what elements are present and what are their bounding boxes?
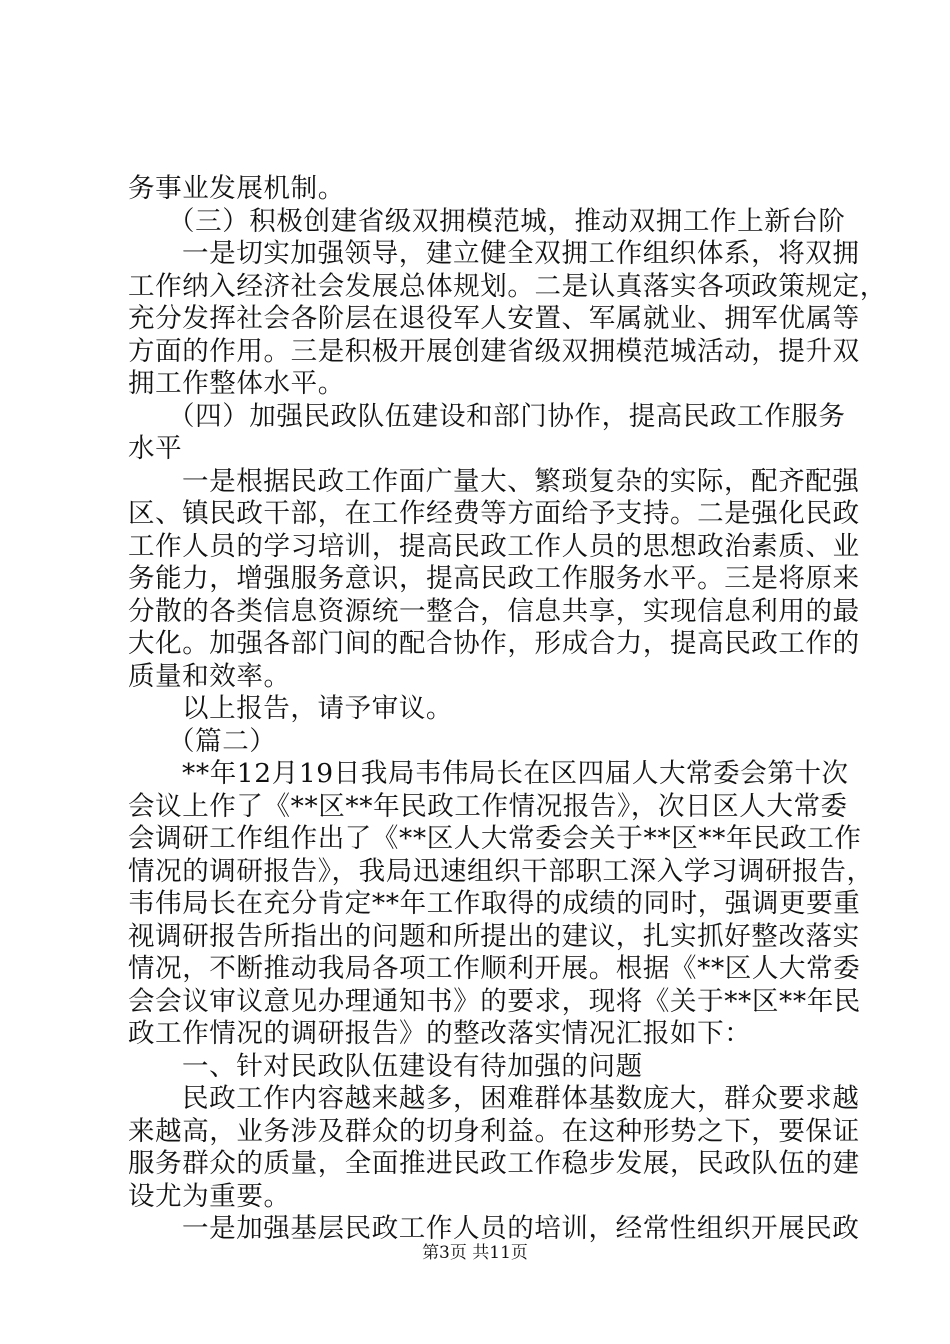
text-line: 充分发挥社会各阶层在退役军人安置、军属就业、拥军优属等 — [128, 303, 860, 334]
page-footer: 第3页 共11页 — [422, 1243, 528, 1263]
text-line: 来越高，业务涉及群众的切身利益。在这种形势之下，要保证 — [128, 1115, 860, 1147]
text-line: 视调研报告所指出的问题和所提出的建议，扎实抓好整改落实 — [128, 920, 860, 952]
text-line: （篇二） — [168, 725, 277, 757]
text-line: 民政工作内容越来越多，困难群体基数庞大，群众要求越 — [182, 1083, 860, 1114]
text-line: 政工作情况的调研报告》的整改落实情况汇报如下： — [128, 1018, 752, 1049]
text-line: 分散的各类信息资源统一整合，信息共享，实现信息利用的最 — [128, 595, 860, 627]
text-line: 方面的作用。三是积极开展创建省级双拥模范城活动，提升双 — [128, 335, 860, 367]
document-body — [128, 173, 887, 1246]
text-line: 会议上作了《**区**年民政工作情况报告》，次日区人大常委 — [128, 790, 848, 822]
text-line: 拥工作整体水平。 — [128, 368, 345, 399]
text-line: 区、镇民政干部，在工作经费等方面给予支持。二是强化民政 — [128, 498, 860, 529]
text-line: 工作纳入经济社会发展总体规划。二是认真落实各项政策规定， — [128, 270, 887, 302]
text-line: 情况的调研报告》，我局迅速组织干部职工深入学习调研报告， — [128, 855, 874, 887]
text-line: **年12月19日我局韦伟局长在区四届人大常委会第十次 — [182, 758, 849, 789]
text-line: （四）加强民政队伍建设和部门协作，提高民政工作服务 — [168, 400, 846, 432]
text-line: 一是根据民政工作面广量大、繁琐复杂的实际，配齐配强 — [182, 465, 860, 497]
text-line: 大化。加强各部门间的配合协作，形成合力，提高民政工作的 — [128, 628, 860, 659]
text-line: 以上报告，请予审议。 — [182, 693, 453, 724]
text-line: 一、针对民政队伍建设有待加强的问题 — [182, 1050, 643, 1082]
text-line: 会调研工作组作出了《**区人大常委会关于**区**年民政工作 — [128, 823, 862, 854]
text-line: 情况，不断推动我局各项工作顺利开展。根据《**区人大常委 — [128, 953, 861, 984]
text-line: 韦伟局长在充分肯定**年工作取得的成绩的同时，强调更要重 — [128, 888, 861, 919]
text-line: 设尤为重要。 — [128, 1180, 291, 1212]
text-line: 务事业发展机制。 — [128, 173, 345, 204]
text-line: 水平 — [128, 433, 183, 464]
text-line: 一是加强基层民政工作人员的培训，经常性组织开展民政 — [182, 1213, 860, 1244]
text-line: 一是切实加强领导，建立健全双拥工作组织体系，将双拥 — [182, 238, 860, 269]
text-line: （三）积极创建省级双拥模范城，推动双拥工作上新台阶 — [168, 205, 846, 237]
text-line: 质量和效率。 — [128, 660, 291, 692]
text-line: 服务群众的质量，全面推进民政工作稳步发展，民政队伍的建 — [128, 1148, 860, 1179]
text-line: 会会议审议意见办理通知书》的要求，现将《关于**区**年民 — [128, 985, 861, 1017]
text-line: 务能力，增强服务意识，提高民政工作服务水平。三是将原来 — [128, 563, 860, 594]
text-line: 工作人员的学习培训，提高民政工作人员的思想政治素质、业 — [128, 530, 860, 562]
